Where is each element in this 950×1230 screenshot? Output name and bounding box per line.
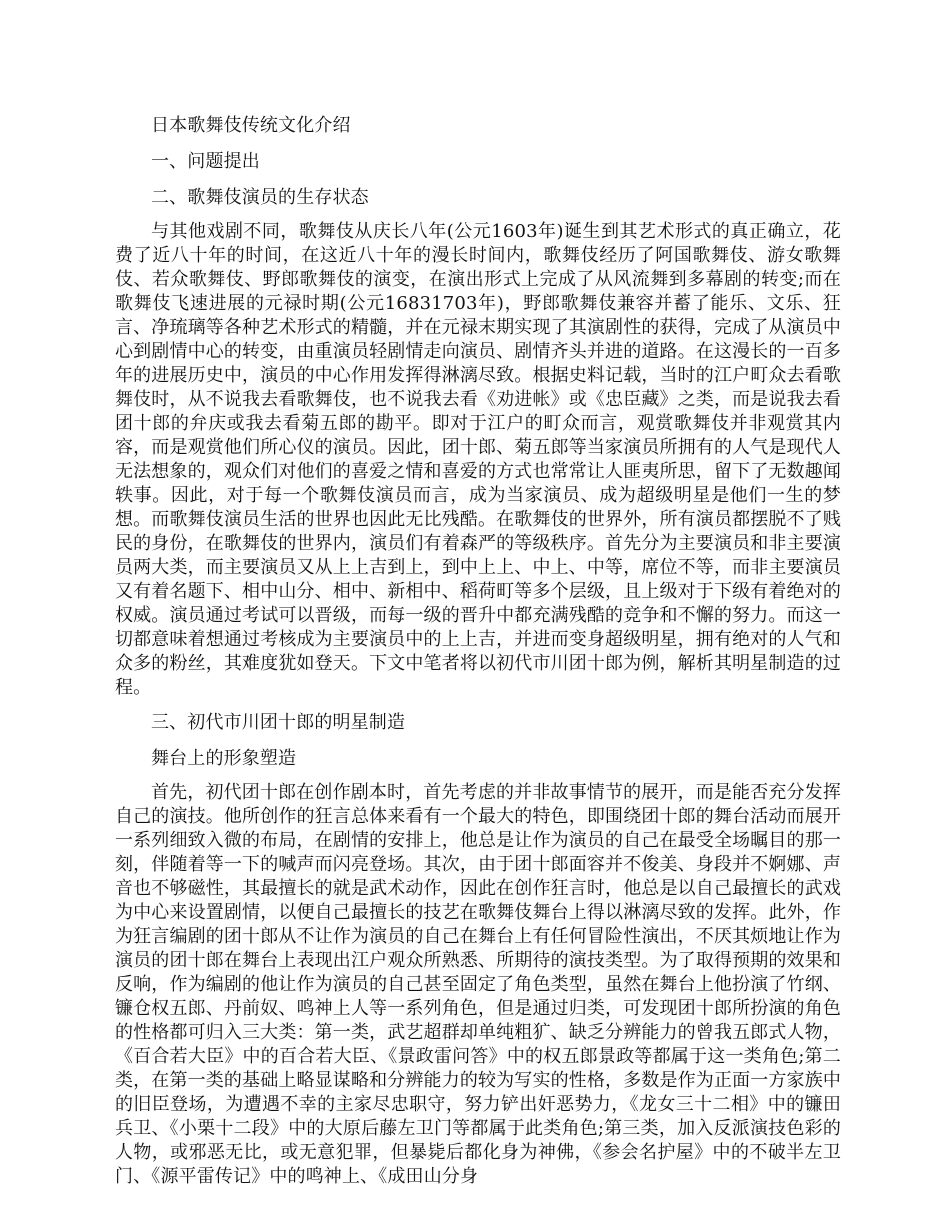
document-page <box>115 112 841 1198</box>
paragraph-stage-image: 首先，初代团十郎在创作剧本时，首先考虑的并非故事情节的展开，而是能否充分发挥自己的演技。他所创作的狂言总体来看有一个最大的特色，即围绕团十郎的舞台活动而展开一系列细致入微的布局，在剧情的安排上，他总是让作为演员的自己在最受全场瞩目的那一刻，伴随着等一下的喊声而闪亮登场。其次，由于团十郎面容并不俊美、身段并不婀娜、声音也不够磁性，其最擅长的就是武术动作，因此在创作狂言时，他总是以自己最擅长的武戏为中心来设置剧情，以便自己最擅长的技艺在歌舞伎舞台上得以淋漓尽致的发挥。此外，作为狂言编剧的团十郎从不让作为演员的自己在舞台上有任何冒险性演出，不厌其烦地让作为演员的团十郎在舞台上表现出江户观众所熟悉、所期待的演技类型。为了取得预期的效果和反响，作为编剧的他让作为演员的自己甚至固定了角色类型，虽然在舞台上他扮演了竹纲、镰仓权五郎、丹前奴、鸣神上人等一系列角色，但是通过归类，可发现团十郎所扮演的角色的性格都可归入三大类：第一类，武艺超群却单纯粗犷、缺乏分辨能力的曾我五郎式人物，《百合若大臣》中的百合若大臣、《景政雷问答》中的权五郎景政等都属于这一类角色;第二类，在第一类的基础上略显谋略和分辨能力的较为写实的性格，多数是作为正面一方家族中的旧臣登场，为遭遇不幸的主家尽忠职守，努力铲出奸恶势力，《龙女三十二相》中的镰田兵卫、《小栗十二段》中的大原后藤左卫门等都属于此类角色;第三类，加入反派演技色彩的人物，或邪恶无比，或无意犯罪，但暴毙后都化身为神佛，《参会名护屋》中的不破半左卫门、《源平雷传记》中的鸣神上、《成田山分身 <box>115 782 841 1187</box>
subsection-heading-stage-image: 舞台上的形象塑造 <box>151 748 297 769</box>
paragraph-actors-status: 与其他戏剧不同，歌舞伎从庆长八年(公元1603年)诞生到其艺术形式的真正确立，花费了近八十年的时间，在这近八十年的漫长时间内，歌舞伎经历了阿国歌舞伎、游女歌舞伎、若众歌舞伎、野郎歌舞伎的演变，在演出形式上完成了从风流舞到多幕剧的转变;而在歌舞伎飞速进展的元禄时期(公元16831703年)，野郎歌舞伎兼容并蓄了能乐、文乐、狂言、净琉璃等各种艺术形式的精髓，并在元禄末期实现了其演剧性的获得，完成了从演员中心到剧情中心的转变，由重演员轻剧情走向演员、剧情齐头并进的道路。在这漫长的一百多年的进展历史中，演员的中心作用发挥得淋漓尽致。根据史料记载，当时的江户町众去看歌舞伎时，从不说我去看歌舞伎，也不说我去看《劝进帐》或《忠臣藏》之类，而是说我去看团十郎的弁庆或我去看菊五郎的勘平。即对于江户的町众而言，观赏歌舞伎并非观赏其内容，而是观赏他们所心仪的演员。因此，团十郎、菊五郎等当家演员所拥有的人气是现代人无法想象的，观众们对他们的喜爱之情和喜爱的方式也常常让人匪夷所思，留下了无数趣闻轶事。因此，对于每一个歌舞伎演员而言，成为当家演员、成为超级明星是他们一生的梦想。而歌舞伎演员生活的世界也因此无比残酷。在歌舞伎的世界外，所有演员都摆脱不了贱民的身份，在歌舞伎的世界内，演员们有着森严的等级秩序。首先分为主要演员和非主要演员两大类，而主要演员又从上上吉到上，到中上上、中上、中等，席位不等，而非主要演员又有着名题下、相中山分、相中、新相中、稻荷町等多个层级，且上级对于下级有着绝对的权威。演员通过考试可以晋级，而每一级的晋升中都充满残酷的竞争和不懈的努力。而这一切都意味着想通过考核成为主要演员中的上上吉，并进而变身超级明星，拥有绝对的人气和众多的粉丝，其难度犹如登天。下文中笔者将以初代市川团十郎为例，解析其明星制造的过程。 <box>115 221 841 698</box>
section-heading-actors-status: 二、歌舞伎演员的生存状态 <box>151 187 369 208</box>
section-heading-star-making: 三、初代市川团十郎的明星制造 <box>151 712 406 733</box>
document-title: 日本歌舞伎传统文化介绍 <box>151 115 351 136</box>
section-heading-problem: 一、问题提出 <box>151 151 260 172</box>
